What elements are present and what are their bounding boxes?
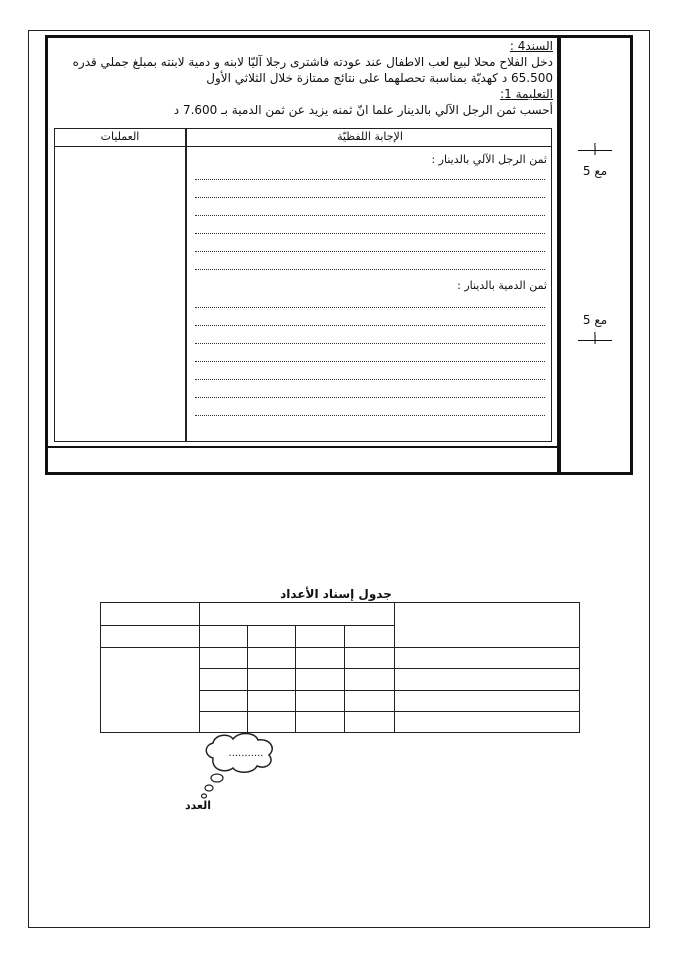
exercise-heading: السند4 :	[509, 39, 553, 53]
grid-line	[101, 625, 199, 626]
answer-line[interactable]	[195, 215, 545, 216]
answer-line[interactable]	[195, 325, 545, 326]
grade-grid	[100, 602, 580, 733]
verbal-answer-column-header: الإجابة اللفظيّة	[337, 130, 403, 143]
grid-line	[344, 625, 345, 732]
task-text: أحسب ثمن الرجل الآلي بالدينار علما انّ ثمنه يزيد عن ثمن الدمية بـ 7.600 د	[173, 103, 553, 117]
exercise-text	[50, 38, 553, 118]
grid-line	[295, 625, 296, 732]
grading-column-divider	[557, 35, 561, 475]
question-doll-price: ثمن الدمية بالدينار :	[457, 279, 547, 292]
answer-line[interactable]	[195, 343, 545, 344]
answer-line[interactable]	[195, 415, 545, 416]
grade-grid-title: جدول إسناد الأعداد	[280, 587, 392, 601]
exercise-paragraph-line1: دخل الفلاح محلا لبيع لعب الاطفال عند عودته فاشترى رجلا آليّا لابنه و دمية لابنته بمبلغ جملي قدره	[72, 55, 553, 69]
grid-line	[199, 711, 579, 712]
cloud-dots[interactable]: ...........	[228, 748, 264, 759]
answer-line[interactable]	[195, 179, 545, 180]
grid-line	[394, 603, 395, 732]
grid-line	[199, 668, 579, 669]
grade-number-label: العدد	[184, 799, 212, 812]
grid-line	[101, 647, 579, 648]
thought-cloud-icon	[195, 728, 285, 808]
operations-column-header: العمليات	[100, 130, 140, 143]
answer-line[interactable]	[195, 361, 545, 362]
task-heading: التعليمة 1:	[500, 87, 553, 101]
mark-label-bottom: مع 5	[582, 313, 608, 327]
exercise-paragraph-line2: 65.500 د كهديّة بمناسبة تحصلهما على نتائج ممتازة خلال الثلاثي الأول	[206, 71, 553, 85]
grid-line	[247, 625, 248, 732]
answer-line[interactable]	[195, 397, 545, 398]
grid-line	[199, 625, 394, 626]
exercise-bottom-line	[45, 446, 557, 448]
grid-line	[199, 603, 200, 732]
answer-line[interactable]	[195, 197, 545, 198]
answer-table	[54, 128, 552, 442]
answer-table-header	[55, 129, 551, 147]
mark-symbol-bottom: أ	[593, 333, 597, 347]
answer-line[interactable]	[195, 379, 545, 380]
answer-table-separator	[185, 129, 187, 441]
answer-line[interactable]	[195, 233, 545, 234]
answer-line[interactable]	[195, 307, 545, 308]
mark-label-top: مع 5	[582, 164, 608, 178]
mark-symbol-top: أ	[593, 144, 597, 158]
grid-line	[199, 690, 579, 691]
answer-line[interactable]	[195, 269, 545, 270]
answer-line[interactable]	[195, 251, 545, 252]
question-robot-price: ثمن الرجل الآلي بالدينار :	[431, 153, 547, 166]
